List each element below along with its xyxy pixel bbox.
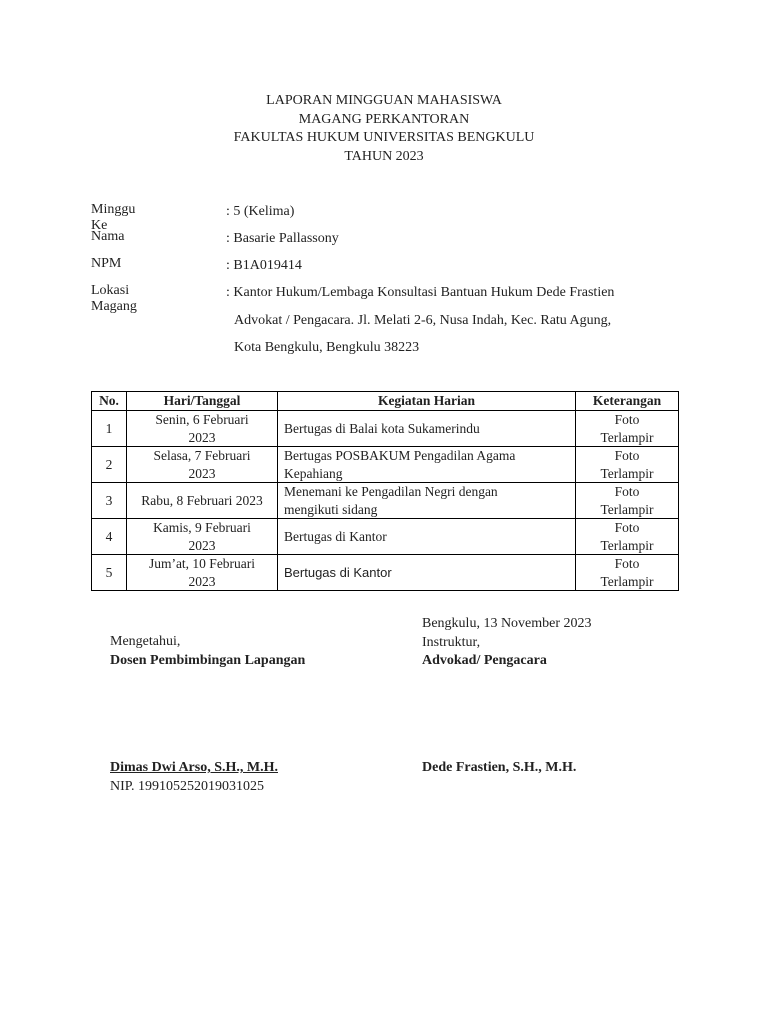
info-value: : 5 (Kelima) bbox=[226, 204, 295, 219]
activity-table bbox=[91, 391, 679, 591]
tanggal-line: 2023 bbox=[188, 573, 216, 589]
table-row bbox=[92, 519, 679, 555]
title-line-2: MAGANG PERKANTORAN bbox=[298, 111, 470, 127]
cell-keterangan bbox=[576, 447, 679, 483]
signature-right-header bbox=[422, 615, 592, 671]
cell-kegiatan bbox=[278, 411, 576, 447]
dosen-name: Dimas Dwi Arso, S.H., M.H. bbox=[110, 760, 278, 775]
keterangan-line: Foto bbox=[614, 484, 640, 499]
kegiatan-line: Menemani ke Pengadilan Negri dengan bbox=[284, 484, 498, 499]
report-title bbox=[0, 92, 768, 166]
info-value-lokasi bbox=[226, 279, 646, 362]
cell-keterangan bbox=[576, 519, 679, 555]
tanggal-line: Rabu, 8 Februari 2023 bbox=[141, 492, 263, 508]
header-keterangan: Keterangan bbox=[576, 392, 679, 411]
cell-no: 5 bbox=[92, 555, 127, 591]
cell-keterangan bbox=[576, 483, 679, 519]
mengetahui-label: Mengetahui, bbox=[110, 634, 181, 649]
signature-left-header bbox=[110, 633, 305, 670]
header-no: No. bbox=[92, 392, 127, 411]
tanggal-line: 2023 bbox=[188, 537, 216, 553]
dosen-role: Dosen Pembimbingan Lapangan bbox=[110, 652, 306, 668]
keterangan-line: Terlampir bbox=[600, 573, 654, 589]
instruktur-role: Advokad/ Pengacara bbox=[422, 653, 547, 668]
tanggal-line: Selasa, 7 Februari bbox=[153, 448, 251, 463]
tanggal-line: Kamis, 9 Februari bbox=[153, 520, 251, 535]
cell-kegiatan bbox=[278, 519, 576, 555]
keterangan-line: Foto bbox=[614, 448, 640, 463]
kegiatan-line: Bertugas POSBAKUM Pengadilan Agama bbox=[284, 448, 516, 463]
title-line-1: LAPORAN MINGGUAN MAHASISWA bbox=[266, 93, 502, 108]
cell-tanggal bbox=[127, 447, 278, 483]
cell-no: 4 bbox=[92, 519, 127, 555]
instruktur-label: Instruktur, bbox=[422, 634, 481, 650]
info-label: NPM bbox=[91, 256, 122, 271]
kegiatan-line: Kepahiang bbox=[284, 465, 343, 481]
cell-no: 1 bbox=[92, 411, 127, 447]
title-line-4: TAHUN 2023 bbox=[344, 148, 424, 164]
tanggal-line: Senin, 6 Februari bbox=[155, 412, 249, 427]
instruktur-name: Dede Frastien, S.H., M.H. bbox=[422, 760, 577, 775]
table-header-row bbox=[92, 392, 679, 411]
signature-right-name-block bbox=[422, 759, 576, 778]
keterangan-line: Terlampir bbox=[600, 501, 654, 517]
info-value: : B1A019414 bbox=[226, 258, 302, 273]
lokasi-line-3: Kota Bengkulu, Bengkulu 38223 bbox=[234, 340, 420, 355]
cell-no: 3 bbox=[92, 483, 127, 519]
title-line-3: FAKULTAS HUKUM UNIVERSITAS BENGKULU bbox=[233, 130, 535, 145]
table-row bbox=[92, 483, 679, 519]
keterangan-line: Terlampir bbox=[600, 537, 654, 553]
lokasi-line-2: Advokat / Pengacara. Jl. Melati 2-6, Nusa Indah, Kec. Ratu Agung, bbox=[234, 312, 612, 328]
kegiatan-line: Bertugas di Balai kota Sukamerindu bbox=[284, 420, 480, 436]
cell-kegiatan bbox=[278, 447, 576, 483]
kegiatan-line: mengikuti sidang bbox=[284, 501, 378, 517]
header-kegiatan: Kegiatan Harian bbox=[278, 392, 576, 411]
cell-keterangan bbox=[576, 555, 679, 591]
info-label: Lokasi Magang bbox=[91, 283, 137, 314]
keterangan-line: Terlampir bbox=[600, 465, 654, 481]
keterangan-line: Foto bbox=[614, 556, 640, 571]
cell-kegiatan bbox=[278, 555, 576, 591]
cell-tanggal bbox=[127, 519, 278, 555]
cell-tanggal bbox=[127, 411, 278, 447]
table-row bbox=[92, 411, 679, 447]
cell-tanggal bbox=[127, 555, 278, 591]
keterangan-line: Foto bbox=[614, 520, 640, 535]
kegiatan-line: Bertugas di Kantor bbox=[284, 528, 387, 544]
keterangan-line: Terlampir bbox=[600, 429, 654, 445]
dosen-nip: NIP. 199105252019031025 bbox=[110, 778, 265, 794]
cell-no: 2 bbox=[92, 447, 127, 483]
table-row bbox=[92, 555, 679, 591]
cell-tanggal bbox=[127, 483, 278, 519]
info-value: : Basarie Pallassony bbox=[226, 231, 339, 246]
info-label: Nama bbox=[91, 229, 125, 244]
header-tanggal: Hari/Tanggal bbox=[127, 392, 278, 411]
tanggal-line: 2023 bbox=[188, 429, 216, 445]
lokasi-line-1: : Kantor Hukum/Lembaga Konsultasi Bantuan Hukum Dede Frastien bbox=[226, 285, 615, 300]
table-row bbox=[92, 447, 679, 483]
tanggal-line: Jum’at, 10 Februari bbox=[148, 556, 256, 571]
cell-kegiatan bbox=[278, 483, 576, 519]
place-date: Bengkulu, 13 November 2023 bbox=[422, 616, 592, 631]
info-label: Minggu Ke bbox=[91, 202, 136, 233]
cell-keterangan bbox=[576, 411, 679, 447]
signature-left-name-block bbox=[110, 759, 278, 796]
kegiatan-line: Bertugas di Kantor bbox=[284, 564, 392, 580]
keterangan-line: Foto bbox=[614, 412, 640, 427]
tanggal-line: 2023 bbox=[188, 465, 216, 481]
